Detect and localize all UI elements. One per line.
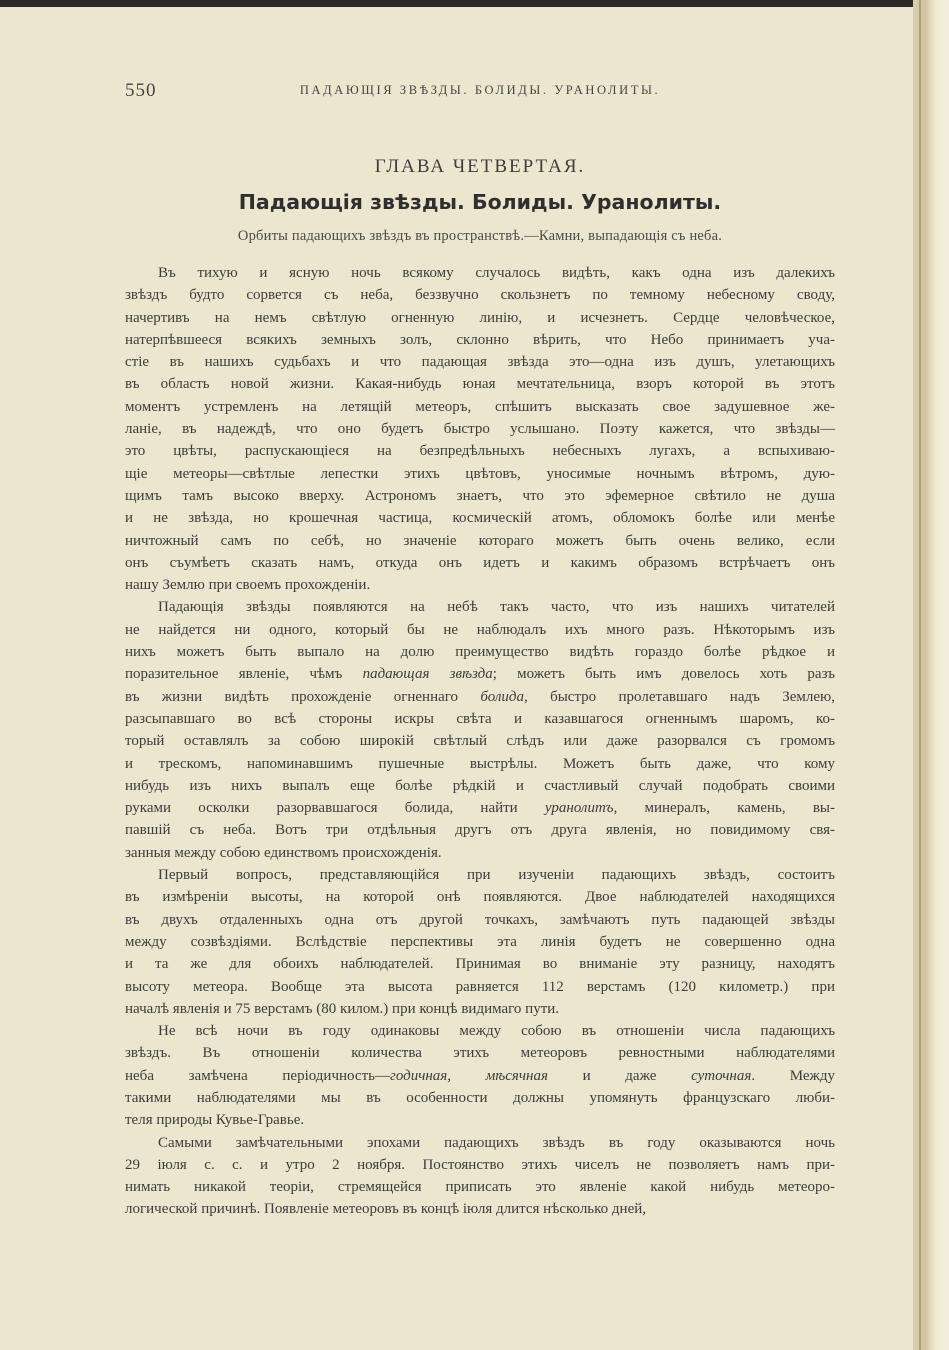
text-run: нимать никакой теоріи, стремящейся приписать это явленіе какой нибудь метеоро- <box>125 1179 835 1196</box>
text-line <box>125 1154 835 1176</box>
text-run: занныя между собою единствомъ происхожденія. <box>125 844 442 861</box>
italic-term: болида <box>480 688 524 705</box>
text-run: высоту метеора. Вообще эта высота равняется 112 верстамъ (120 километр.) при <box>125 978 835 995</box>
text-line <box>125 574 835 596</box>
text-line <box>125 708 835 730</box>
text-run: , быстро пролетавшаго надъ Землею, <box>523 688 835 705</box>
text-run: и не звѣзда, но крошечная частица, космическій атомъ, обломокъ болѣе или менѣе <box>125 510 835 527</box>
text-run: руками осколки разорвавшагося болида, найти <box>125 800 545 817</box>
text-line <box>125 418 835 440</box>
text-run: щимъ тамъ высоко вверху. Астрономъ знаетъ, что это эфемерное свѣтило не душа <box>125 487 835 504</box>
paragraph <box>125 1020 835 1131</box>
text-run: поразительное явленіе, чѣмъ <box>125 666 363 683</box>
italic-term: уранолитъ <box>544 800 614 817</box>
text-line <box>125 619 835 641</box>
text-line <box>125 262 835 284</box>
scan-top-edge <box>0 0 949 7</box>
text-run: разсыпавшаго во всѣ стороны искры свѣта и казавшагося огненнымъ шаромъ, ко- <box>125 710 835 727</box>
text-line <box>125 819 835 841</box>
text-line <box>125 373 835 395</box>
book-spine-edge <box>913 0 949 1350</box>
text-line <box>125 596 835 618</box>
text-line <box>125 463 835 485</box>
text-line <box>125 284 835 306</box>
text-run: между созвѣздіями. Вслѣдствіе перспективы эта линія будетъ не совершенно одна <box>125 933 835 950</box>
text-line <box>125 976 835 998</box>
text-run: Самыми замѣчательными эпохами падающихъ звѣздъ въ году оказываются ночь <box>158 1134 835 1151</box>
text-line <box>125 1065 835 1087</box>
text-run: Не всѣ ночи въ году одинаковы между собою въ отношеніи числа падающихъ <box>158 1023 835 1040</box>
text-line <box>125 775 835 797</box>
text-run: и даже <box>547 1067 692 1084</box>
text-run: въ область новой жизни. Какая-нибудь юная мечтательница, взоръ которой въ этотъ <box>125 376 835 393</box>
text-run: Первый вопросъ, представляющійся при изученіи падающихъ звѣздъ, состоитъ <box>158 867 835 884</box>
text-run: звѣздъ будто сорвется съ неба, беззвучно скользнетъ по темному небесному своду, <box>125 287 835 304</box>
text-line <box>125 485 835 507</box>
text-run: павшій съ неба. Вотъ три отдѣльныя другъ отъ друга явленія, но повидимому свя- <box>125 822 835 839</box>
paragraph <box>125 1132 835 1221</box>
text-line <box>125 1132 835 1154</box>
text-run: ничтожный самъ по себѣ, но значеніе котораго можетъ быть очень велико, если <box>125 532 835 549</box>
text-line <box>125 1198 835 1220</box>
text-run: нихъ можетъ быть выпало на долю преимущество видѣть гораздо болѣе рѣдкое и <box>125 644 835 661</box>
text-run: и та же для обоихъ наблюдателей. Принимая во вниманіе эту разницу, находятъ <box>125 956 835 973</box>
text-run: онъ съумѣетъ сказать намъ, откуда онъ идетъ и какимъ образомъ встрѣчаетъ онъ <box>125 554 835 571</box>
text-line <box>125 329 835 351</box>
text-run: началѣ явленія и 75 верстамъ (80 килом.) при концѣ видимаго пути. <box>125 1000 560 1017</box>
text-run: торый оставлялъ за собою широкій свѣтлый слѣдъ или даже разорвался съ громомъ <box>125 733 835 750</box>
italic-term: мѣсячная <box>485 1067 548 1084</box>
text-run: теля природы Кувье-Гравье. <box>125 1112 305 1129</box>
text-run: 29 іюля с. с. и утро 2 ноября. Постоянство этихъ чиселъ не позволяетъ намъ при- <box>125 1156 835 1173</box>
text-line <box>125 886 835 908</box>
text-run: натерпѣвшееся всякихъ земныхъ золъ, склонно вѣрить, что Небо принимаетъ уча- <box>125 331 835 348</box>
text-line <box>125 909 835 931</box>
text-line <box>125 730 835 752</box>
text-run: не найдется ни одного, который бы не наблюдалъ ихъ много разъ. Нѣкоторымъ изъ <box>125 621 835 638</box>
paragraph <box>125 596 835 864</box>
text-line <box>125 1020 835 1042</box>
text-line <box>125 507 835 529</box>
text-line <box>125 396 835 418</box>
text-line <box>125 1176 835 1198</box>
text-run: , <box>447 1067 486 1084</box>
text-run: . Между <box>751 1067 836 1084</box>
body-text <box>125 262 835 1221</box>
text-run: такими наблюдателями мы въ особенности должны упомянуть французскаго люби- <box>125 1089 835 1106</box>
paragraph <box>125 262 835 596</box>
chapter-label: ГЛАВА ЧЕТВЕРТАЯ. <box>374 156 586 177</box>
text-line <box>125 663 835 685</box>
text-run: начертивъ на немъ свѣтлую огненную линію, и исчезнетъ. Сердце человѣческое, <box>125 309 835 326</box>
text-run: стіе въ нашихъ судьбахъ и что падающая звѣзда это—одна изъ душъ, улетающихъ <box>125 354 835 371</box>
text-line <box>125 753 835 775</box>
text-run: въ измѣреніи высоты, на которой онѣ появляются. Двое наблюдателей находящихся <box>125 889 835 906</box>
text-line <box>125 641 835 663</box>
text-run: это цвѣты, распускающіеся на безпредѣльныхъ небесныхъ лугахъ, а вспыхиваю- <box>125 443 835 460</box>
text-run: щіе метеоры—свѣтлые лепестки этихъ цвѣтовъ, уносимые ночнымъ вѣтромъ, дую- <box>125 465 835 482</box>
text-line <box>125 998 835 1020</box>
text-line <box>125 1109 835 1131</box>
text-line <box>125 864 835 886</box>
text-run: въ жизни видѣть прохожденіе огненнаго <box>125 688 481 705</box>
text-line <box>125 797 835 819</box>
text-run: моментъ устремленъ на летящій метеоръ, спѣшитъ высказать свое задушевное же- <box>125 398 835 415</box>
text-line <box>125 1042 835 1064</box>
text-line <box>125 307 835 329</box>
text-run: и трескомъ, напоминавшимъ пушечные выстрѣлы. Можетъ быть даже, что кому <box>125 755 835 772</box>
chapter-title: Падающія звѣзды. Болиды. Уранолиты. <box>238 190 722 214</box>
text-line <box>125 686 835 708</box>
italic-term: падающая звѣзда <box>362 666 493 683</box>
page-number: 550 <box>125 80 157 101</box>
text-run: неба замѣчена періодичность— <box>125 1067 390 1084</box>
paragraph <box>125 864 835 1020</box>
text-line <box>125 440 835 462</box>
text-line <box>125 530 835 552</box>
text-run: ; можетъ быть имъ довелось хоть разъ <box>492 666 835 683</box>
text-line <box>125 351 835 373</box>
text-run: , минералъ, камень, вы- <box>613 800 835 817</box>
text-line <box>125 552 835 574</box>
text-run: въ двухъ отдаленныхъ одна отъ другой точкахъ, замѣчаютъ путь падающей звѣзды <box>125 911 835 928</box>
chapter-summary: Орбиты падающихъ звѣздъ въ пространствѣ.—Камни, выпадающія съ неба. <box>237 228 723 244</box>
text-run: звѣздъ. Въ отношеніи количества этихъ метеоровъ ревностными наблюдателями <box>125 1045 835 1062</box>
italic-term: суточная <box>691 1067 752 1084</box>
text-line <box>125 953 835 975</box>
text-run: Падающія звѣзды появляются на небѣ такъ часто, что изъ нашихъ читателей <box>158 599 835 616</box>
text-run: ланіе, въ надеждѣ, что оно будетъ быстро услышано. Поэту кажется, что звѣзды— <box>125 421 835 438</box>
text-run: нибудь изъ нихъ выпалъ еще болѣе рѣдкій и счастливый случай подобрать своими <box>125 777 835 794</box>
italic-term: годичная <box>389 1067 448 1084</box>
text-run: нашу Землю при своемъ прохожденіи. <box>125 577 371 594</box>
text-line <box>125 931 835 953</box>
text-run: логической причинѣ. Появленіе метеоровъ въ концѣ іюля длится нѣсколько дней, <box>125 1201 647 1218</box>
text-run: Въ тихую и ясную ночь всякому случалось видѣть, какъ одна изъ далекихъ <box>158 265 835 281</box>
book-page <box>125 80 835 1221</box>
running-head <box>125 80 835 108</box>
text-line <box>125 842 835 864</box>
running-title: ПАДАЮЩІЯ ЗВѢЗДЫ. БОЛИДЫ. УРАНОЛИТЫ. <box>299 83 661 97</box>
text-line <box>125 1087 835 1109</box>
